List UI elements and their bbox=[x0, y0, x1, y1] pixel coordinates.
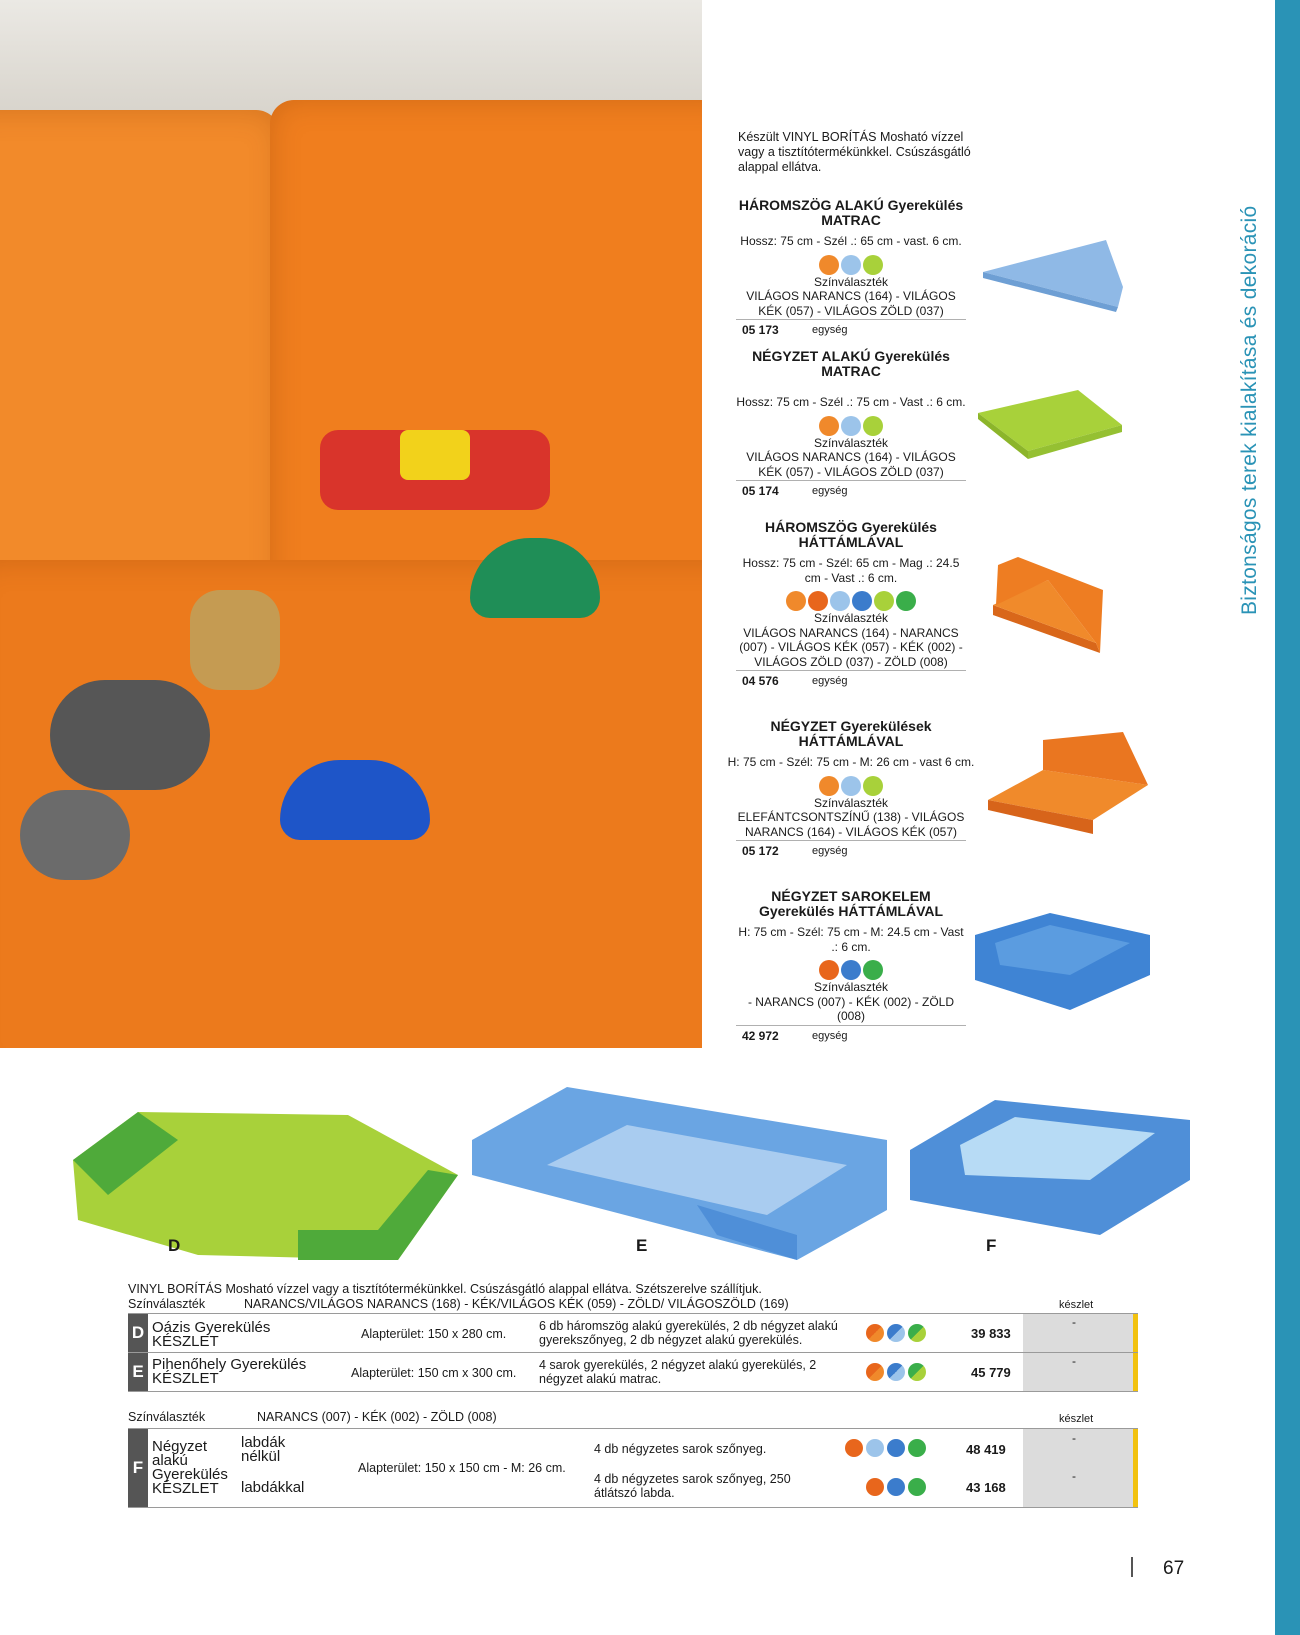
set-price: 45 779 bbox=[971, 1365, 1011, 1380]
product-title: HÁROMSZÖG Gyerekülés HÁTTÁMLÁVAL bbox=[765, 519, 937, 550]
unit-head: készlet bbox=[1059, 1299, 1094, 1311]
product-code: 05 172 bbox=[742, 844, 779, 858]
set-name: Pihenőhely Gyerekülés KÉSZLET bbox=[152, 1356, 307, 1387]
product-square-mat bbox=[736, 349, 966, 499]
sets-colors-2: NARANCS (007) - KÉK (002) - ZÖLD (008) bbox=[257, 1410, 497, 1424]
product-title: NÉGYZET SAROKELEM Gyerekülés HÁTTÁMLÁVAL bbox=[758, 888, 944, 919]
triangle-mat-image bbox=[978, 232, 1128, 312]
colors-label: Színválaszték bbox=[813, 435, 889, 450]
swatch-icon bbox=[819, 416, 839, 436]
unit-label: egység bbox=[812, 324, 848, 336]
swatch-icon bbox=[874, 591, 894, 611]
color-swatches bbox=[736, 416, 966, 436]
sets-table-1 bbox=[128, 1313, 1138, 1392]
set-name: Oázis Gyerekülés KÉSZLET bbox=[152, 1319, 271, 1350]
set-swatches-1 bbox=[845, 1439, 929, 1460]
swatch-icon bbox=[841, 776, 861, 796]
swatch-icon bbox=[866, 1478, 884, 1496]
swatch-icon bbox=[887, 1439, 905, 1457]
stock-dash-1: - bbox=[1072, 1431, 1076, 1445]
set-label-d: D bbox=[168, 1236, 181, 1255]
colors-label: Színválaszték bbox=[813, 980, 889, 994]
set-label-f: F bbox=[986, 1236, 997, 1255]
swatch-icon bbox=[863, 255, 883, 275]
product-square-backrest bbox=[722, 719, 980, 859]
swatch-icon bbox=[866, 1324, 884, 1342]
color-swatches bbox=[736, 591, 966, 611]
row-letter: F bbox=[128, 1429, 148, 1507]
product-title: HÁROMSZÖG ALAKÚ Gyerekülés MATRAC bbox=[738, 197, 964, 228]
page-divider bbox=[1131, 1557, 1133, 1577]
set-desc-1: 4 db négyzetes sarok szőnyeg. bbox=[594, 1442, 767, 1456]
swatch-icon bbox=[841, 255, 861, 275]
stock-dash: - bbox=[1072, 1354, 1076, 1368]
set-e-image bbox=[467, 1085, 892, 1265]
product-triangle-mat bbox=[736, 198, 966, 338]
swatch-icon bbox=[819, 255, 839, 275]
stock-dash-2: - bbox=[1072, 1469, 1076, 1483]
set-swatches bbox=[866, 1324, 929, 1345]
variant-with-balls: labdákkal bbox=[241, 1479, 305, 1496]
swatch-icon bbox=[908, 1439, 926, 1457]
triangle-backrest-image bbox=[988, 555, 1128, 655]
set-f-image bbox=[905, 1095, 1195, 1240]
swatch-icon bbox=[852, 591, 872, 611]
product-dims: Hossz: 75 cm - Szél: 65 cm - Mag .: 24.5 cm - Vast .: 6 cm. bbox=[742, 556, 960, 585]
hero-photo bbox=[0, 0, 702, 1048]
page-number: 67 bbox=[1163, 1558, 1185, 1579]
product-code: 05 173 bbox=[742, 323, 779, 337]
colors-label: Színválaszték bbox=[813, 795, 889, 810]
table-row bbox=[128, 1353, 1138, 1392]
swatch-icon bbox=[866, 1439, 884, 1457]
swatch-icon bbox=[863, 776, 883, 796]
unit-label: egység bbox=[812, 845, 848, 857]
product-dims: H: 75 cm - Szél: 75 cm - M: 24.5 cm - Vast .: 6 cm. bbox=[738, 925, 964, 954]
set-desc: 6 db háromszög alakú gyerekülés, 2 db négyzet alakú gyerekszőnyeg, 2 db négyzet alakú gyerekülés. bbox=[539, 1319, 838, 1347]
swatch-icon bbox=[908, 1478, 926, 1496]
variant-without-balls: labdák nélkül bbox=[241, 1434, 286, 1465]
product-code: 05 174 bbox=[742, 484, 779, 498]
colors-label: Színválaszték bbox=[813, 611, 889, 625]
colors-label: Színválaszték bbox=[813, 274, 889, 289]
swatch-icon bbox=[841, 960, 861, 980]
sets-colors-label: Színválaszték bbox=[128, 1297, 206, 1311]
stock-dash: - bbox=[1072, 1315, 1076, 1329]
color-swatches bbox=[736, 960, 966, 980]
set-desc-2: 4 db négyzetes sarok szőnyeg, 250 átlátszó labda. bbox=[594, 1472, 791, 1500]
swatch-icon bbox=[863, 416, 883, 436]
swatch-icon bbox=[908, 1324, 926, 1342]
corner-backrest-image bbox=[970, 905, 1155, 1015]
colors-list: VILÁGOS NARANCS (164) - VILÁGOS KÉK (057) - VILÁGOS ZÖLD (037) bbox=[736, 450, 966, 481]
product-corner-backrest bbox=[736, 889, 966, 1043]
set-d-image bbox=[68, 1110, 463, 1270]
set-price: 39 833 bbox=[971, 1326, 1011, 1341]
product-title: NÉGYZET Gyerekülések HÁTTÁMLÁVAL bbox=[770, 718, 932, 749]
intro-text: Készült VINYL BORÍTÁS Mosható vízzel vagy a tisztítótermékünkkel. Csúszásgátló alappal ellátva. bbox=[738, 130, 971, 174]
unit-label: egység bbox=[812, 1029, 848, 1042]
product-dims: Hossz: 75 cm - Szél .: 65 cm - vast. 6 cm. bbox=[740, 234, 962, 248]
set-area: Alapterület: 150 x 150 cm - M: 26 cm. bbox=[358, 1461, 566, 1475]
product-dims: Hossz: 75 cm - Szél .: 75 cm - Vast .: 6 cm. bbox=[736, 395, 966, 409]
swatch-icon bbox=[866, 1363, 884, 1381]
table-row bbox=[128, 1314, 1138, 1353]
swatch-icon bbox=[887, 1363, 905, 1381]
sets-colors: NARANCS/VILÁGOS NARANCS (168) - KÉK/VILÁGOS KÉK (059) - ZÖLD/ VILÁGOSZÖLD (169) bbox=[244, 1297, 789, 1311]
swatch-icon bbox=[819, 960, 839, 980]
set-swatches-2 bbox=[866, 1478, 929, 1499]
side-color-bar bbox=[1275, 0, 1300, 1635]
sets-colors-label-2: Színválaszték bbox=[128, 1410, 206, 1424]
set-price-1: 48 419 bbox=[966, 1442, 1006, 1457]
table-row bbox=[128, 1429, 1138, 1508]
product-code: 04 576 bbox=[742, 674, 779, 688]
color-swatches bbox=[736, 255, 966, 275]
unit-label: egység bbox=[812, 485, 848, 497]
sets-note: VINYL BORÍTÁS Mosható vízzel vagy a tisztítótermékünkkel. Csúszásgátló alappal ellátva. Szétszerelve szállítjuk. bbox=[128, 1282, 762, 1296]
product-triangle-backrest bbox=[736, 520, 966, 689]
swatch-icon bbox=[845, 1439, 863, 1457]
row-letter: D bbox=[128, 1314, 148, 1352]
swatch-icon bbox=[786, 591, 806, 611]
swatch-icon bbox=[841, 416, 861, 436]
swatch-icon bbox=[863, 960, 883, 980]
set-area: Alapterület: 150 x 280 cm. bbox=[361, 1327, 507, 1341]
set-swatches bbox=[866, 1363, 929, 1384]
swatch-icon bbox=[808, 591, 828, 611]
colors-list: VILÁGOS NARANCS (164) - NARANCS (007) - VILÁGOS KÉK (057) - KÉK (002) - VILÁGOS ZÖLD (037) - ZÖLD (008) bbox=[736, 626, 966, 672]
set-desc: 4 sarok gyerekülés, 2 négyzet alakú gyerekülés, 2 négyzet alakú matrac. bbox=[539, 1358, 817, 1386]
sets-table-2 bbox=[128, 1428, 1138, 1508]
product-title: NÉGYZET ALAKÚ Gyerekülés MATRAC bbox=[752, 348, 950, 379]
set-label-e: E bbox=[636, 1236, 648, 1255]
colors-list: - NARANCS (007) - KÉK (002) - ZÖLD (008) bbox=[736, 995, 966, 1026]
product-code: 42 972 bbox=[742, 1028, 779, 1043]
unit-head-2: készlet bbox=[1059, 1413, 1094, 1425]
swatch-icon bbox=[830, 591, 850, 611]
swatch-icon bbox=[887, 1324, 905, 1342]
set-area: Alapterület: 150 cm x 300 cm. bbox=[351, 1366, 517, 1380]
colors-list: VILÁGOS NARANCS (164) - VILÁGOS KÉK (057) - VILÁGOS ZÖLD (037) bbox=[736, 289, 966, 320]
square-mat-image bbox=[976, 385, 1126, 460]
swatch-icon bbox=[819, 776, 839, 796]
colors-list: ELEFÁNTCSONTSZÍNŰ (138) - VILÁGOS NARANCS (164) - VILÁGOS KÉK (057) bbox=[736, 810, 966, 841]
product-dims: H: 75 cm - Szél: 75 cm - M: 26 cm - vast 6 cm. bbox=[727, 755, 975, 769]
vertical-section-title: Biztonságos terek kialakítása és dekoráció bbox=[1238, 205, 1261, 615]
swatch-icon bbox=[908, 1363, 926, 1381]
set-price-2: 43 168 bbox=[966, 1480, 1006, 1495]
square-backrest-image bbox=[983, 730, 1158, 840]
swatch-icon bbox=[887, 1478, 905, 1496]
color-swatches bbox=[722, 776, 980, 796]
set-name: Négyzet alakú Gyerekülés KÉSZLET bbox=[152, 1438, 228, 1497]
unit-label: egység bbox=[812, 675, 848, 687]
row-letter: E bbox=[128, 1353, 148, 1391]
swatch-icon bbox=[896, 591, 916, 611]
